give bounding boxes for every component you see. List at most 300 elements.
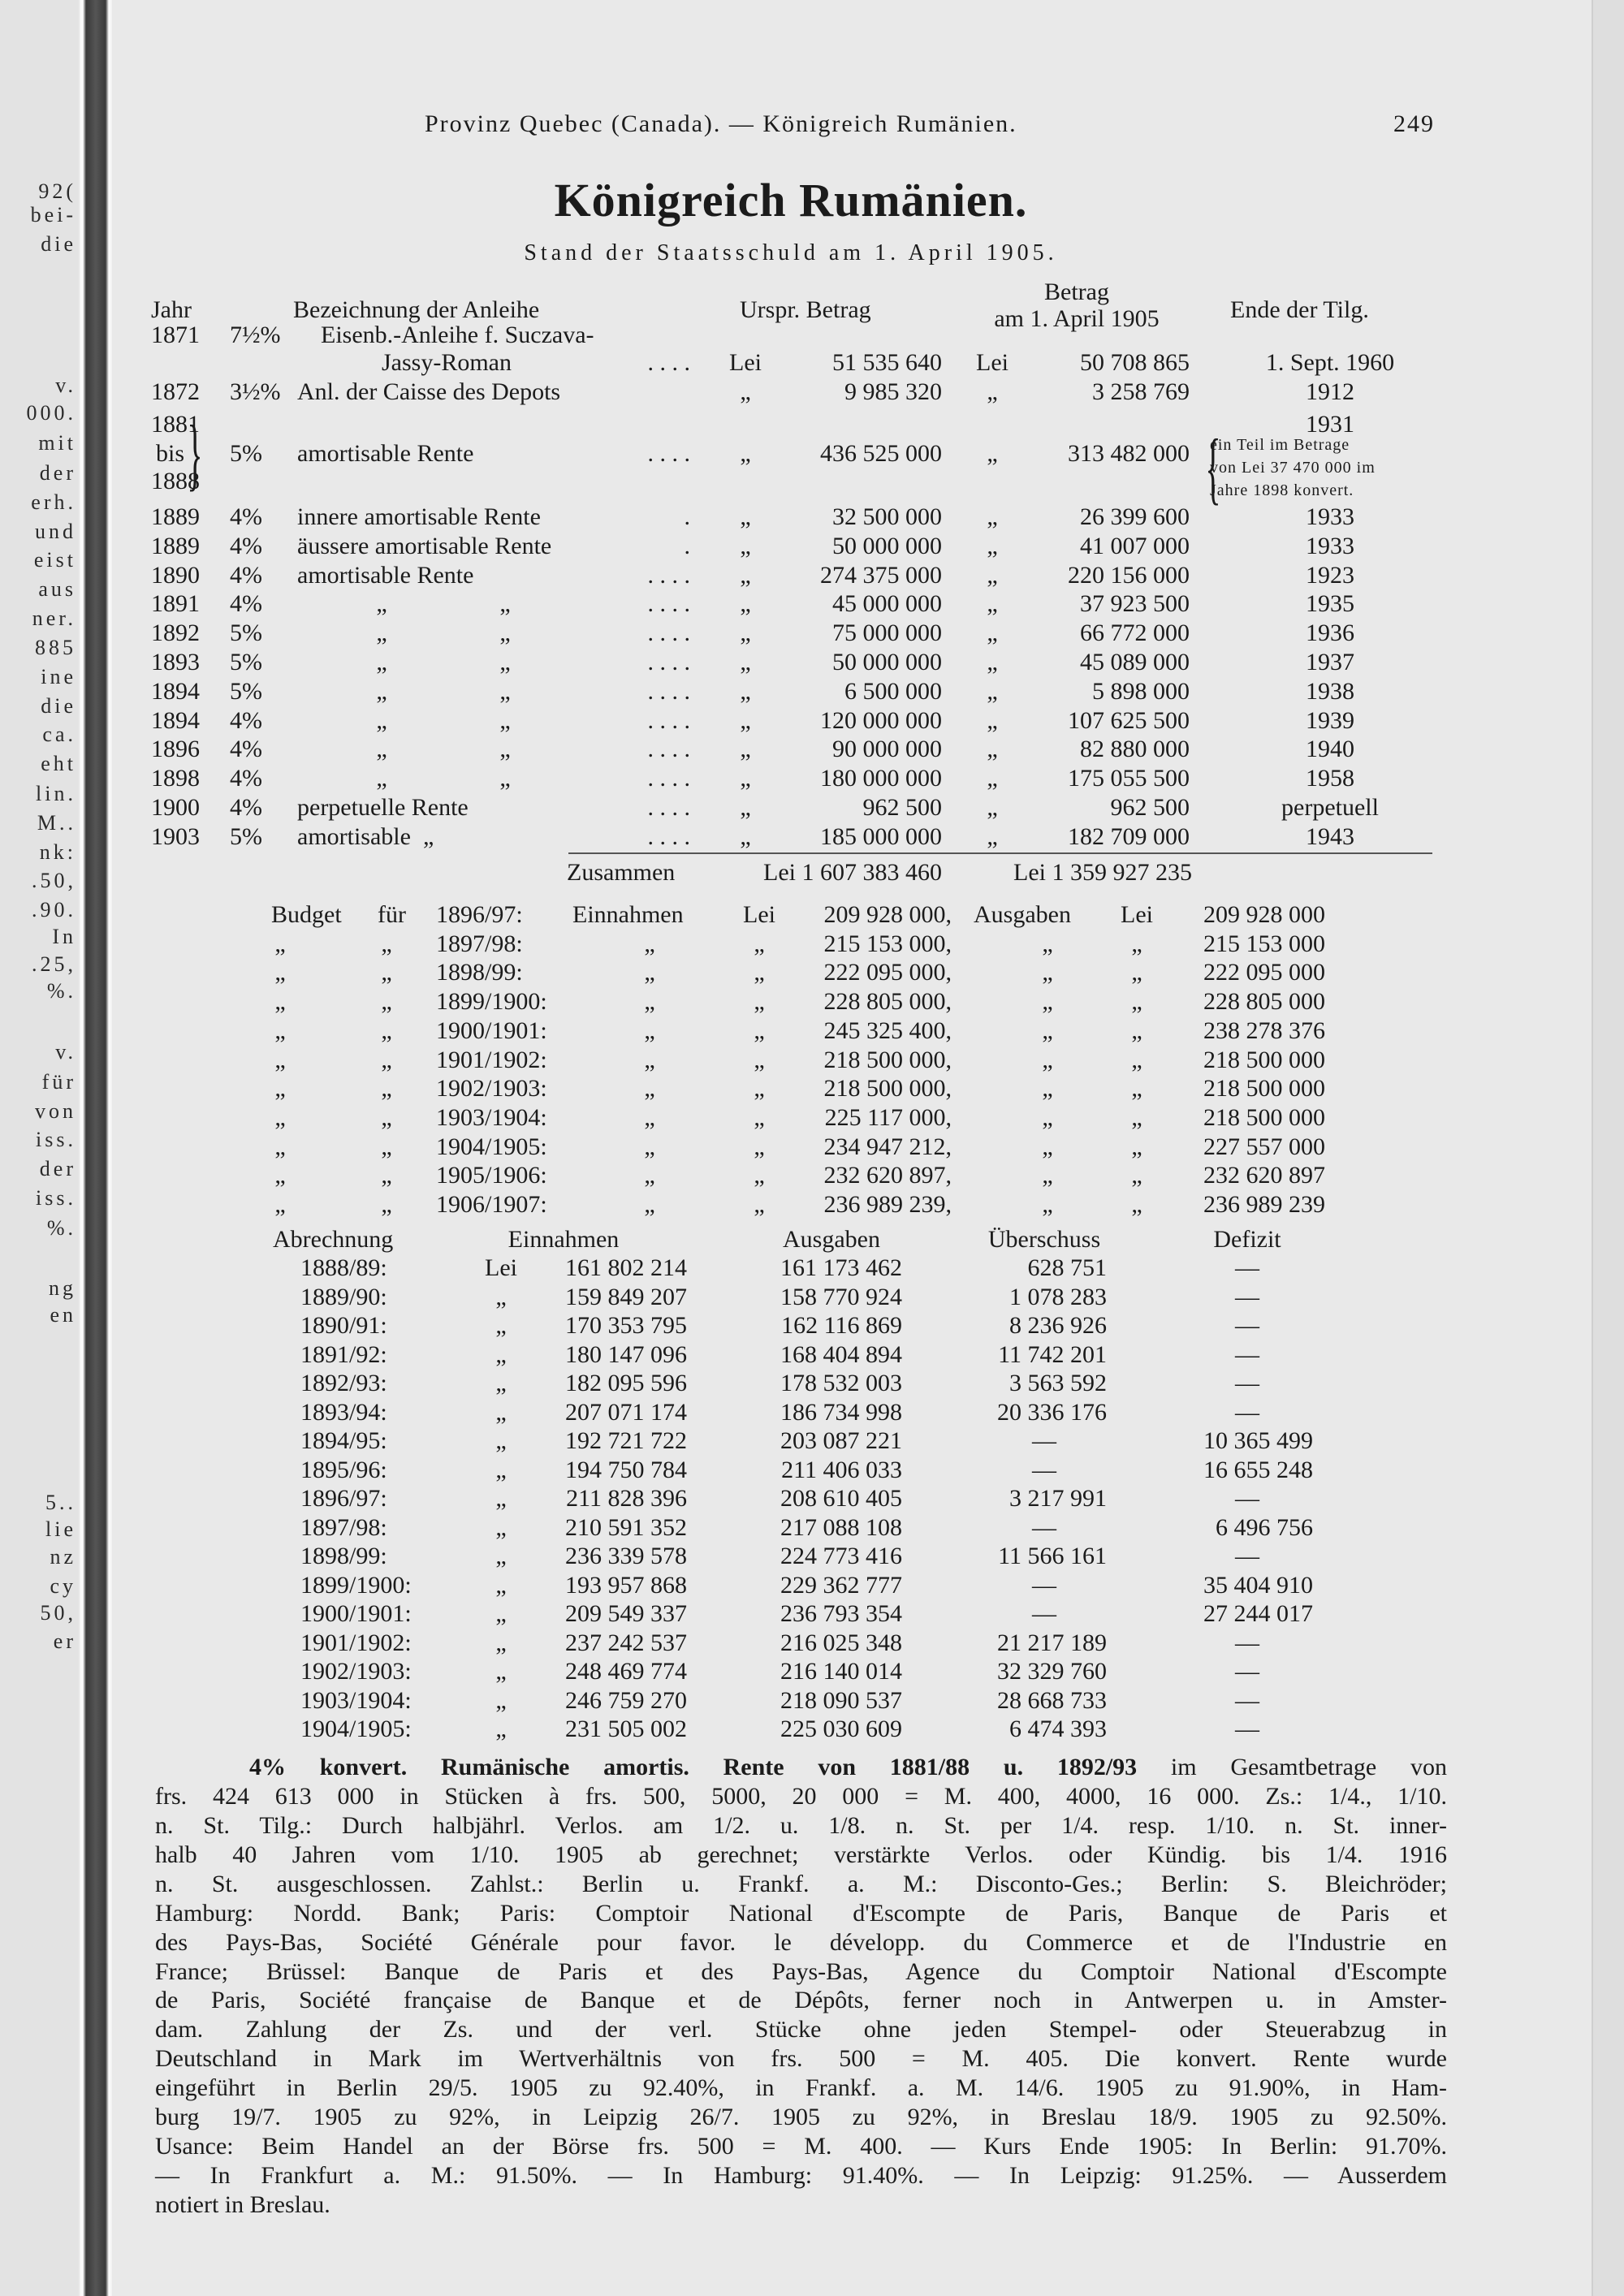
account-income: 231 505 002 [565, 1716, 687, 1742]
loan-year: 1881 [151, 411, 200, 438]
budget-income: 228 805 000, [823, 988, 952, 1016]
current-amount: 5 898 000 [1092, 677, 1190, 705]
expense-label: „ [1042, 1046, 1053, 1073]
expense-label: „ [1042, 930, 1053, 957]
amortization-end: 1933 [1306, 532, 1354, 559]
previous-page-fragment: 50, [40, 1601, 76, 1625]
currency: „ [495, 1513, 507, 1541]
account-expense: 161 173 462 [780, 1254, 902, 1281]
previous-page-fragment: der [39, 461, 76, 485]
account-surplus: 3 563 592 [1009, 1370, 1107, 1396]
budget-expense: 215 153 000 [1203, 930, 1325, 957]
income-label: „ [644, 1046, 655, 1073]
account-surplus: 8 236 926 [1009, 1312, 1107, 1339]
account-income: 210 591 352 [565, 1513, 687, 1541]
account-income: 236 339 578 [565, 1543, 687, 1569]
note-paragraph-line: des Pays-Bas, Société Générale pour favor. le développ. du Commerce et de l'Industrie en [155, 1928, 1447, 1956]
original-amount: 75 000 000 [832, 619, 942, 647]
budget-label: „ [274, 1046, 286, 1073]
account-period: 1903/1904: [300, 1686, 412, 1714]
current-amount: 37 923 500 [1080, 590, 1190, 618]
account-income: 211 828 396 [566, 1485, 687, 1512]
loan-year: 1894 [151, 677, 200, 705]
previous-page-fragment: ng [49, 1276, 76, 1300]
account-deficit: — [1235, 1340, 1259, 1368]
account-expense: 208 610 405 [780, 1485, 902, 1512]
previous-page-fragment: .25, [32, 952, 76, 976]
previous-page-fragment: die [41, 694, 76, 718]
currency: „ [754, 1103, 765, 1131]
account-deficit: 27 244 017 [1203, 1600, 1313, 1627]
loan-name: amortisable „ [297, 822, 434, 850]
account-period: 1893/94: [300, 1398, 387, 1426]
book-binding [80, 0, 112, 2296]
original-amount: 6 500 000 [844, 677, 942, 705]
account-income: 209 549 337 [565, 1600, 687, 1627]
dot-leader: . . . . [647, 736, 690, 763]
ditto-mark: „ [499, 590, 511, 618]
currency: „ [495, 1716, 507, 1742]
loan-year: 1890 [151, 561, 200, 589]
original-amount: 274 375 000 [820, 561, 942, 589]
budget-label: „ [381, 1016, 392, 1044]
current-amount: 82 880 000 [1080, 736, 1190, 763]
ditto-mark: „ [376, 590, 387, 618]
currency: „ [1131, 1133, 1142, 1160]
budget-label: „ [274, 959, 286, 986]
dot-leader: . [684, 503, 690, 530]
account-expense: 218 090 537 [780, 1686, 902, 1714]
note-paragraph-line: de Paris, Société française de Banque et de Dépôts, ferner noch in Antwerpen u. in Amster- [155, 1987, 1447, 2014]
amortization-end: 1937 [1306, 649, 1354, 675]
loan-rate: 5% [230, 822, 262, 850]
loan-year: 1871 [151, 322, 200, 348]
loan-year: 1893 [151, 649, 200, 675]
previous-page-fragment: lin. [36, 782, 76, 805]
current-amount: 45 089 000 [1080, 649, 1190, 675]
currency: „ [740, 794, 751, 821]
previous-page-fragment: er [53, 1629, 76, 1653]
previous-page-fragment: ner. [32, 606, 76, 630]
budget-expense: 227 557 000 [1203, 1133, 1325, 1160]
account-surplus: — [1032, 1513, 1056, 1541]
currency: „ [987, 822, 998, 850]
previous-page-fragment: 000. [26, 401, 76, 425]
amortization-end: 1939 [1306, 706, 1354, 734]
currency: „ [754, 1133, 765, 1160]
note-paragraph-line: frs. 424 613 000 in Stücken à frs. 500, 5000, 20 000 = M. 400, 4000, 16 000. Zs.: 1/4., 1/10. [155, 1782, 1447, 1810]
loan-year: 1892 [151, 619, 200, 647]
currency: „ [740, 649, 751, 675]
currency: „ [495, 1629, 507, 1656]
column-header-year: Jahr [151, 296, 192, 323]
currency: „ [754, 1162, 765, 1189]
previous-page-fragment: cy [50, 1574, 76, 1598]
dot-leader: . . . . [647, 349, 690, 376]
amortization-end: 1940 [1306, 736, 1354, 763]
account-deficit: — [1235, 1629, 1259, 1656]
currency: „ [495, 1600, 507, 1627]
loan-name: innere amortisable Rente [297, 503, 541, 530]
budget-income: 225 117 000, [824, 1103, 952, 1131]
page-right-edge [1592, 0, 1624, 2296]
budget-label: „ [381, 1046, 392, 1073]
account-period: 1890/91: [300, 1312, 387, 1339]
loan-year: 1891 [151, 590, 200, 618]
budget-label: „ [274, 1075, 286, 1103]
budget-income: 234 947 212, [823, 1133, 952, 1160]
currency: „ [740, 532, 751, 559]
loan-year: 1888 [151, 468, 200, 494]
account-deficit: 16 655 248 [1203, 1456, 1313, 1483]
account-period: 1891/92: [300, 1340, 387, 1368]
account-income: 237 242 537 [565, 1629, 687, 1656]
currency: „ [495, 1427, 507, 1454]
income-label: Einnahmen [572, 901, 684, 928]
original-amount: 962 500 [862, 794, 942, 821]
loan-name: äussere amortisable Rente [297, 532, 552, 559]
budget-income: 215 153 000, [823, 930, 952, 957]
account-period: 1900/1901: [300, 1600, 412, 1627]
amortization-end: perpetuell [1281, 794, 1379, 821]
currency: „ [987, 649, 998, 675]
loan-rate: 4% [230, 765, 262, 792]
currency: „ [754, 959, 765, 986]
account-deficit: — [1235, 1283, 1259, 1310]
account-income: 192 721 722 [565, 1427, 687, 1454]
previous-page-fragment: en [50, 1303, 76, 1327]
account-period: 1904/1905: [300, 1716, 412, 1742]
ditto-mark: „ [499, 649, 511, 675]
account-expense: 217 088 108 [780, 1513, 902, 1541]
original-amount: 9 985 320 [844, 378, 942, 405]
note-paragraph-line: Deutschland in Mark im Wertverhältnis von frs. 500 = M. 405. Die konvert. Rente wurde [155, 2045, 1447, 2073]
note-paragraph-line: notiert in Breslau. [155, 2190, 330, 2218]
account-period: 1892/93: [300, 1370, 387, 1396]
currency: „ [754, 1191, 765, 1218]
account-period: 1889/90: [300, 1283, 387, 1310]
currency: „ [987, 706, 998, 734]
budget-period: 1901/1902: [436, 1046, 547, 1073]
loan-rate: 5% [230, 619, 262, 647]
amortization-end: 1936 [1306, 619, 1354, 647]
original-amount: 32 500 000 [832, 503, 942, 530]
account-deficit: — [1235, 1254, 1259, 1281]
currency: „ [495, 1370, 507, 1396]
account-period: 1898/99: [300, 1543, 387, 1569]
currency: „ [740, 677, 751, 705]
note-paragraph-line: dam. Zahlung der Zs. und der verl. Stücke ohne jeden Stempel- oder Steuerabzug in [155, 2016, 1447, 2044]
account-expense: 229 362 777 [780, 1571, 902, 1599]
original-amount: 436 525 000 [820, 440, 942, 467]
ditto-mark: „ [499, 736, 511, 763]
currency: Lei [1121, 901, 1153, 928]
budget-label: „ [274, 1191, 286, 1218]
currency: „ [495, 1485, 507, 1512]
amortization-end: 1943 [1306, 822, 1354, 850]
ditto-mark: „ [499, 619, 511, 647]
current-amount: 107 625 500 [1068, 706, 1190, 734]
budget-period: 1906/1907: [436, 1191, 547, 1218]
dot-leader: . . . . [647, 561, 690, 589]
amortization-note: von Lei 37 470 000 im [1210, 459, 1376, 477]
currency: „ [740, 736, 751, 763]
total-label: Zusammen [567, 859, 676, 886]
account-deficit: 35 404 910 [1203, 1571, 1313, 1599]
previous-page-fragment: ca. [42, 723, 76, 746]
current-amount: 41 007 000 [1080, 532, 1190, 559]
account-expense: 168 404 894 [780, 1340, 902, 1368]
account-surplus: 28 668 733 [997, 1686, 1107, 1714]
previous-page-fragment: .50, [32, 869, 76, 892]
budget-label: „ [274, 1133, 286, 1160]
column-header-current: Betrag [1044, 278, 1109, 305]
currency: „ [987, 765, 998, 792]
previous-page-fragment: von [35, 1099, 76, 1123]
current-amount: 50 708 865 [1080, 349, 1190, 376]
account-surplus: — [1032, 1571, 1056, 1599]
loan-name: perpetuelle Rente [297, 794, 469, 821]
account-expense: 178 532 003 [780, 1370, 902, 1396]
account-surplus: 628 751 [1027, 1254, 1107, 1281]
note-paragraph-line: eingeführt in Berlin 29/5. 1905 zu 92.40%, in Frankf. a. M. 14/6. 1905 zu 91.90%, in Ham- [155, 2074, 1447, 2102]
account-period: 1896/97: [300, 1485, 387, 1512]
note-paragraph-line [249, 1753, 1447, 1782]
column-header-income: Einnahmen [508, 1226, 620, 1253]
previous-page-fragment: 885 [35, 636, 76, 659]
account-income: 194 750 784 [565, 1456, 687, 1483]
column-header-expense: Ausgaben [783, 1226, 880, 1253]
budget-expense: 209 928 000 [1203, 901, 1325, 928]
currency: „ [754, 988, 765, 1016]
account-deficit: — [1235, 1543, 1259, 1569]
budget-period: 1900/1901: [436, 1016, 547, 1044]
previous-page-fragment: aus [38, 577, 76, 601]
budget-label: „ [274, 1162, 286, 1189]
income-label: „ [644, 1075, 655, 1103]
previous-page-fragment: nz [50, 1545, 76, 1569]
account-surplus: 1 078 283 [1009, 1283, 1107, 1310]
loan-rate: 7½% [230, 322, 281, 348]
account-income: 182 095 596 [565, 1370, 687, 1396]
dot-leader: . . . . [647, 822, 690, 850]
loan-rate: 5% [230, 440, 262, 467]
dot-leader: . . . . [647, 706, 690, 734]
account-deficit: — [1235, 1312, 1259, 1339]
account-expense: 216 140 014 [780, 1658, 902, 1685]
loan-rate: 5% [230, 649, 262, 675]
currency: Lei [729, 349, 762, 376]
column-header-current: am 1. April 1905 [994, 305, 1160, 332]
currency: „ [740, 822, 751, 850]
note-paragraph-line: Usance: Beim Handel an der Börse frs. 500 = M. 400. — Kurs Ende 1905: In Berlin: 91.70%. [155, 2133, 1447, 2160]
currency: „ [1131, 1016, 1142, 1044]
budget-period: 1898/99: [436, 959, 523, 986]
currency: „ [740, 765, 751, 792]
loan-rate: 4% [230, 532, 262, 559]
expense-label: „ [1042, 959, 1053, 986]
expense-label: „ [1042, 1162, 1053, 1189]
currency: „ [740, 561, 751, 589]
currency: „ [987, 378, 998, 405]
account-surplus: 11 566 161 [998, 1543, 1107, 1569]
column-header-period: Abrechnung [273, 1226, 394, 1253]
budget-label: „ [274, 1103, 286, 1131]
budget-label: „ [381, 988, 392, 1016]
loan-year: 1903 [151, 822, 200, 850]
note-paragraph-line: — In Frankfurt a. M.: 91.50%. — In Hamburg: 91.40%. — In Leipzig: 91.25%. — Ausserdem [155, 2162, 1447, 2190]
account-surplus: 20 336 176 [997, 1398, 1107, 1426]
budget-expense: 228 805 000 [1203, 988, 1325, 1016]
budget-income: 222 095 000, [823, 959, 952, 986]
budget-label: „ [381, 1075, 392, 1103]
currency: „ [495, 1543, 507, 1569]
income-label: „ [644, 959, 655, 986]
dot-leader: . . . . [647, 619, 690, 647]
dot-leader: . . . . [647, 440, 690, 467]
previous-page-fragment: erh. [31, 490, 76, 514]
account-surplus: — [1032, 1600, 1056, 1627]
budget-income: 232 620 897, [823, 1162, 952, 1189]
original-amount: 185 000 000 [820, 822, 942, 850]
note-paragraph-line: halb 40 Jahren vom 1/10. 1905 ab gerechnet; verstärkte Verlos. oder Kündig. bis 1/4. 1916 [155, 1841, 1447, 1868]
currency: „ [1131, 1162, 1142, 1189]
account-income: 170 353 795 [565, 1312, 687, 1339]
expense-label: Ausgaben [974, 901, 1071, 928]
previous-page-fragment: lie [45, 1517, 76, 1541]
loan-rate: 4% [230, 590, 262, 618]
account-deficit: 6 496 756 [1216, 1513, 1313, 1541]
previous-page-fragment: iss. [36, 1186, 76, 1210]
original-amount: 45 000 000 [832, 590, 942, 618]
budget-label: Budget [271, 901, 342, 928]
account-expense: 162 116 869 [781, 1312, 902, 1339]
currency: „ [754, 930, 765, 957]
account-deficit: — [1235, 1370, 1259, 1396]
loan-name: Eisenb.-Anleihe f. Suczava- [321, 322, 594, 348]
budget-label: für [378, 901, 406, 928]
previous-page-fragment: %. [46, 1216, 76, 1240]
currency: „ [987, 440, 998, 467]
loan-name: amortisable Rente [297, 440, 474, 467]
account-period: 1899/1900: [300, 1571, 412, 1599]
original-amount: 50 000 000 [832, 649, 942, 675]
budget-income: 245 325 400, [823, 1016, 952, 1044]
income-label: „ [644, 1191, 655, 1218]
account-income: 180 147 096 [565, 1340, 687, 1368]
page-number: 249 [1393, 110, 1435, 137]
current-amount: 66 772 000 [1080, 619, 1190, 647]
amortization-end: 1933 [1306, 503, 1354, 530]
total-rule [568, 852, 1432, 854]
current-amount: 182 709 000 [1068, 822, 1190, 850]
account-deficit: 10 365 499 [1203, 1427, 1313, 1454]
column-header-name: Bezeichnung der Anleihe [293, 296, 540, 323]
loan-year: 1872 [151, 378, 200, 405]
budget-period: 1904/1905: [436, 1133, 547, 1160]
expense-label: „ [1042, 988, 1053, 1016]
account-income: 193 957 868 [565, 1571, 687, 1599]
ditto-mark: „ [499, 677, 511, 705]
amortization-end: 1. Sept. 1960 [1265, 349, 1395, 376]
account-income: 161 802 214 [565, 1254, 687, 1281]
previous-page-fragment: In [52, 925, 76, 948]
budget-expense: 218 500 000 [1203, 1046, 1325, 1073]
column-header-end: Ende der Tilg. [1230, 296, 1369, 323]
loan-name: Jassy-Roman [382, 349, 512, 376]
currency: „ [495, 1398, 507, 1426]
ditto-mark: „ [376, 765, 387, 792]
currency: „ [495, 1283, 507, 1310]
original-amount: 180 000 000 [820, 765, 942, 792]
current-amount: 3 258 769 [1092, 378, 1190, 405]
currency: „ [754, 1046, 765, 1073]
previous-page-fragment: und [35, 520, 76, 543]
original-amount: 120 000 000 [820, 706, 942, 734]
account-income: 246 759 270 [565, 1686, 687, 1714]
previous-page-fragment: v. [55, 373, 76, 397]
amortization-end: 1935 [1306, 590, 1354, 618]
budget-label: „ [381, 959, 392, 986]
previous-page-fragment: eist [33, 548, 76, 572]
note-paragraph-line: n. St. Tilg.: Durch halbjährl. Verlos. am 1/2. u. 1/8. n. St. per 1/4. resp. 1/10. n. St. inner- [155, 1811, 1447, 1839]
previous-page-fragment: nk: [39, 840, 76, 864]
current-amount: 313 482 000 [1068, 440, 1190, 467]
column-header-deficit: Defizit [1213, 1226, 1281, 1253]
original-amount: 90 000 000 [832, 736, 942, 763]
budget-period: 1902/1903: [436, 1075, 547, 1103]
currency: „ [495, 1456, 507, 1483]
budget-label: „ [381, 1103, 392, 1131]
currency: „ [1131, 1075, 1142, 1103]
account-period: 1902/1903: [300, 1658, 412, 1685]
previous-page-fragment: mit [38, 431, 76, 455]
loan-rate: 4% [230, 503, 262, 530]
account-deficit: — [1235, 1686, 1259, 1714]
account-surplus: 11 742 201 [998, 1340, 1107, 1368]
account-income: 248 469 774 [565, 1658, 687, 1685]
currency: „ [1131, 930, 1142, 957]
currency: „ [1131, 988, 1142, 1016]
loan-rate: 4% [230, 706, 262, 734]
total-current: Lei 1 359 927 235 [1013, 859, 1192, 886]
budget-label: „ [381, 1191, 392, 1218]
dot-leader: . . . . [647, 677, 690, 705]
amortization-end: 1923 [1306, 561, 1354, 589]
current-amount: 175 055 500 [1068, 765, 1190, 792]
note-paragraph-line: burg 19/7. 1905 zu 92%, in Leipzig 26/7. 1905 zu 92%, in Breslau 18/9. 1905 zu 92.50%. [155, 2104, 1447, 2131]
budget-expense: 218 500 000 [1203, 1075, 1325, 1103]
loan-rate: 5% [230, 677, 262, 705]
amortization-end: 1938 [1306, 677, 1354, 705]
loan-year: bis [156, 440, 185, 467]
amortization-note: ein Teil im Betrage [1210, 436, 1350, 454]
currency: „ [740, 706, 751, 734]
budget-label: „ [274, 930, 286, 957]
total-original: Lei 1 607 383 460 [763, 859, 942, 886]
currency: „ [1131, 1046, 1142, 1073]
account-expense: 224 773 416 [780, 1543, 902, 1569]
page-title: Königreich Rumänien. [554, 174, 1028, 227]
note-brace: { [1205, 422, 1221, 512]
budget-income: 218 500 000, [823, 1075, 952, 1103]
account-period: 1901/1902: [300, 1629, 412, 1656]
account-surplus: 6 474 393 [1009, 1716, 1107, 1742]
note-paragraph-line: Hamburg: Nordd. Bank; Paris: Comptoir National d'Escompte de Paris, Banque de Paris et [155, 1899, 1447, 1927]
previous-page-fragment: v. [55, 1040, 76, 1064]
loan-rate: 4% [230, 561, 262, 589]
currency: „ [740, 503, 751, 530]
